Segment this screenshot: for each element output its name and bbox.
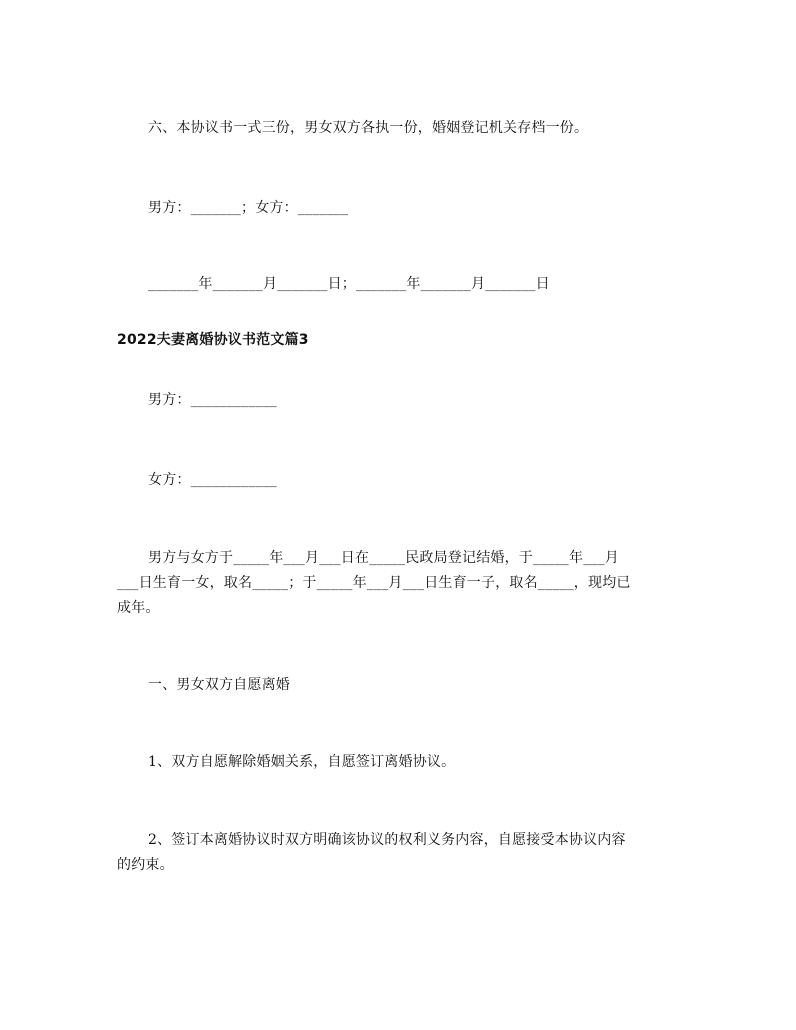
section-title: 2022夫妻离婚协议书范文篇3 <box>117 332 309 348</box>
marriage-info-line-1: 男方与女方于_____年___月___日在_____民政局登记结婚，于_____年___月 <box>148 550 619 566</box>
marriage-info-line-3: 成年。 <box>117 600 160 616</box>
clause-six-text: 六、本协议书一式三份，男女双方各执一份，婚姻登记机关存档一份。 <box>148 120 589 136</box>
marriage-info-line-2: ___日生育一女，取名_____；于_____年___月___日生育一子，取名_____，现均已 <box>117 575 631 591</box>
item-one-heading: 一、男女双方自愿离婚 <box>148 677 290 693</box>
item-one-point-1: 1、双方自愿解除婚姻关系，自愿签订离婚协议。 <box>148 754 456 770</box>
item-one-point-2-line-2: 的约束。 <box>117 857 174 873</box>
woman-field: 女方：____________ <box>148 472 277 488</box>
item-one-point-2-line-1: 2、签订本离婚协议时双方明确该协议的权利义务内容，自愿接受本协议内容 <box>148 832 626 848</box>
date-line: _______年_______月_______日；_______年_______月_______日 <box>148 276 550 292</box>
man-field: 男方：____________ <box>148 392 277 408</box>
signature-line: 男方：_______；女方：_______ <box>148 200 349 216</box>
